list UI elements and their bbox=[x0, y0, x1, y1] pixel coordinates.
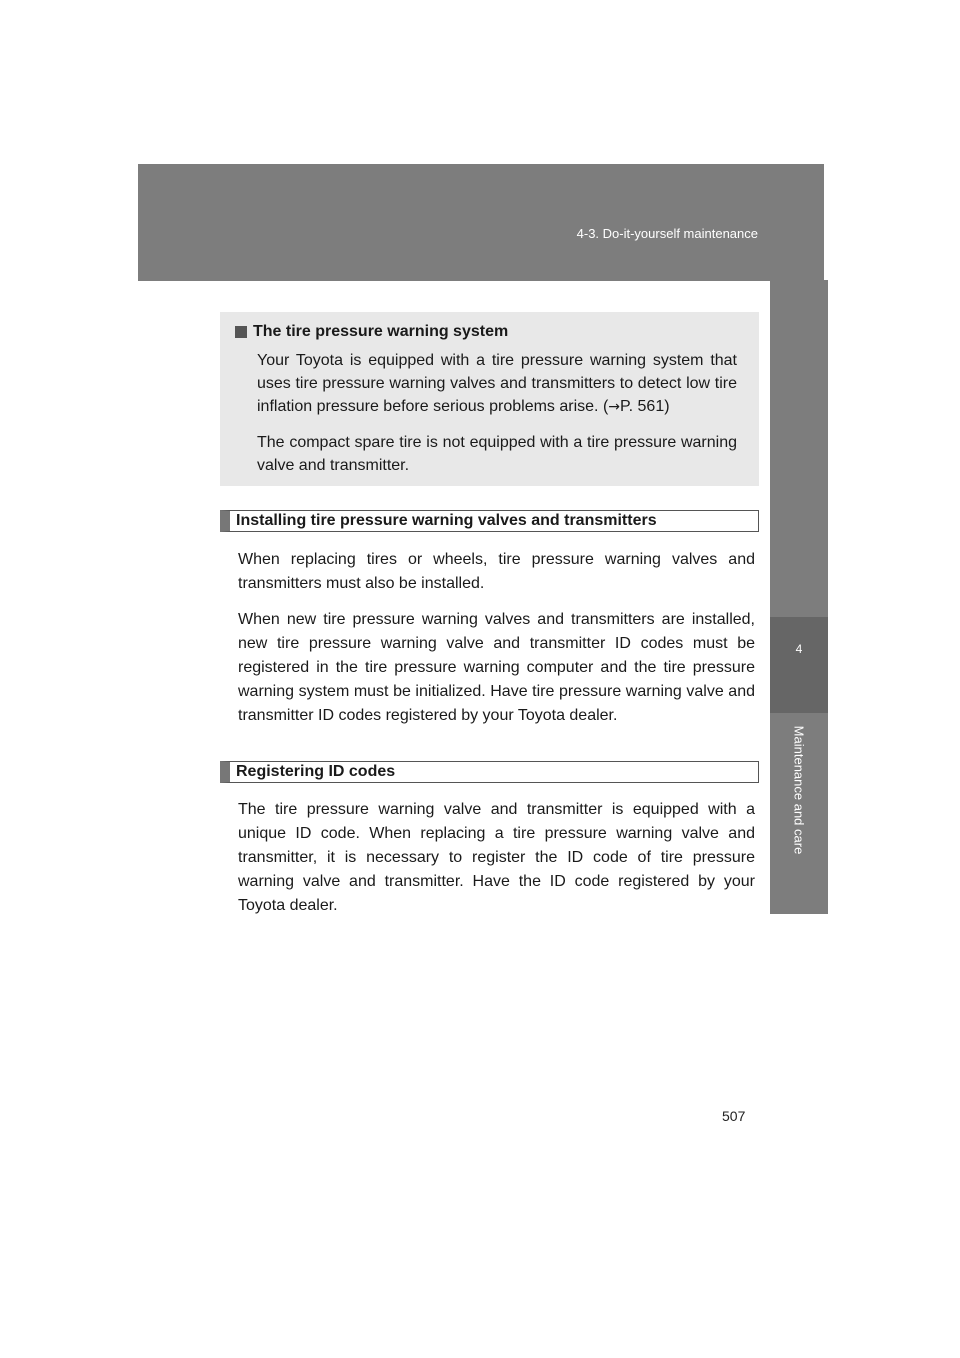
side-tab-active bbox=[770, 617, 828, 713]
section-heading: Installing tire pressure warning valves and transmitters bbox=[220, 510, 759, 532]
info-paragraph-text: Your Toyota is equipped with a tire pressure warning system that uses tire pressure warning valves and transmitters to detect low tire inflation pressure before serious problems arise. ( bbox=[257, 352, 737, 415]
info-box bbox=[220, 312, 759, 486]
info-title-text: The tire pressure warning system bbox=[253, 323, 509, 340]
page-number: 507 bbox=[722, 1108, 746, 1124]
header-band bbox=[138, 164, 824, 281]
info-title bbox=[235, 323, 737, 341]
body-paragraph: When new tire pressure warning valves and transmitters are installed, new tire pressure warning valve and transmitter ID codes must be registered in the tire pressure warning computer and the tire pressure warning system must be initialized. Have tire pressure warning valve and transmitter ID codes registered by your Toyota dealer. bbox=[238, 611, 755, 724]
info-paragraph bbox=[257, 349, 737, 419]
body-paragraph: When replacing tires or wheels, tire pressure warning valves and transmitters must also be installed. bbox=[238, 551, 755, 592]
section-label: 4-3. Do-it-yourself maintenance bbox=[576, 226, 758, 241]
right-arrow-icon: → bbox=[608, 399, 621, 415]
page-reference-link[interactable]: P. 561) bbox=[620, 398, 670, 415]
square-bullet-icon bbox=[235, 326, 247, 338]
section-heading: Registering ID codes bbox=[220, 761, 759, 783]
chapter-number: 4 bbox=[795, 642, 803, 656]
section-body bbox=[238, 798, 755, 930]
chapter-title: Maintenance and care bbox=[791, 725, 807, 855]
section-body bbox=[238, 548, 755, 740]
body-paragraph: The tire pressure warning valve and transmitter is equipped with a unique ID code. When replacing a tire pressure warning valve and transmitter, it is necessary to register the ID code of tire pressure warning valve and transmitter. Have the ID code registered by your Toyota dealer. bbox=[238, 801, 755, 914]
info-paragraph: The compact spare tire is not equipped with a tire pressure warning valve and transmitter. bbox=[257, 434, 737, 474]
